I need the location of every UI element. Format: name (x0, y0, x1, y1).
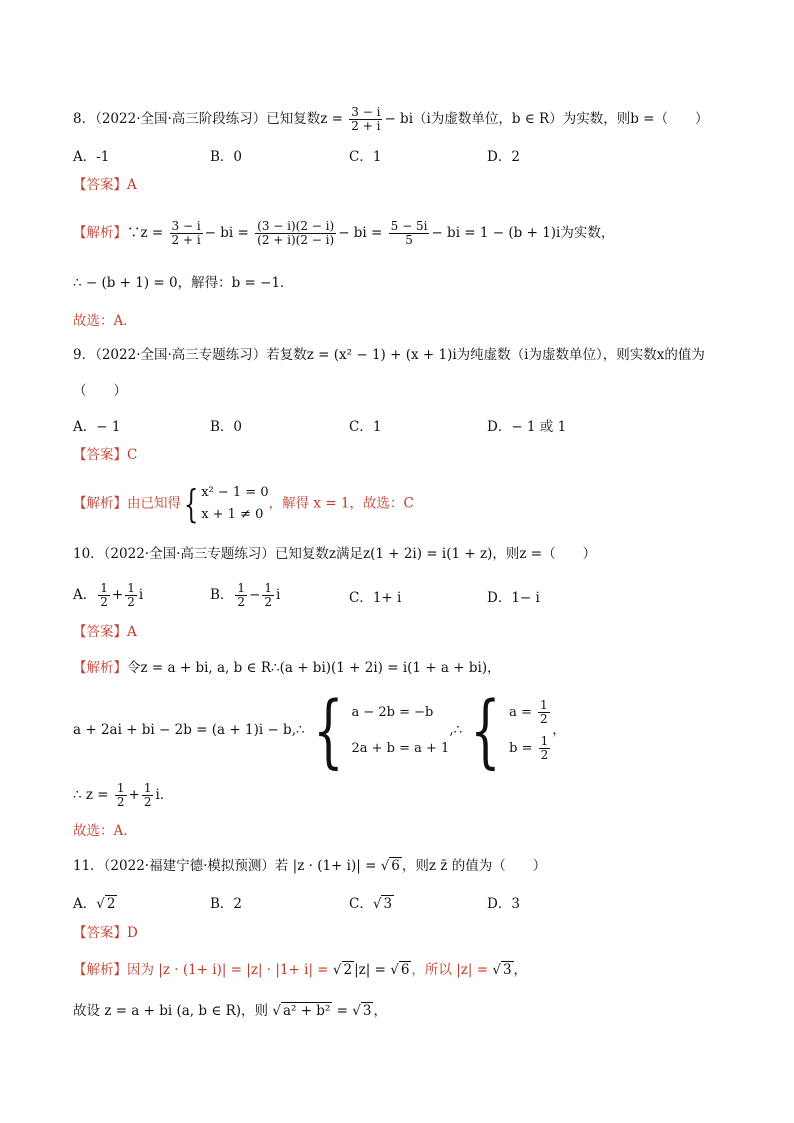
q8-conclusion: 故选：A． (73, 313, 137, 329)
q10-stem: 10．（2022·全国·高三专题练习）已知复数z满足z(1 + 2i) = i(1 + z)，则z =（ ） (73, 546, 597, 562)
q11-option-c: C．√ 3 (349, 896, 393, 912)
q9-answer: 【答案】C (73, 447, 138, 463)
q9-option-b: B．0 (210, 419, 243, 435)
q9-analysis: 【解析】由已知得{ x² − 1 = 0 x + 1 ≠ 0 ，解得 x = 1，故选：C (73, 482, 414, 526)
q8-answer: 【答案】A (73, 177, 137, 193)
q8-analysis: 【解析】∵z = $\frac{3 - i}{2 + i}$ − bi = $\frac{(3 - i)(2 - i)}{(2 + i)(2 - i)}$ − bi = $\frac{5 - 5i}{5}$ − bi = 1 − (b + 1)i为实数， (73, 219, 615, 247)
q10-option-c: C．1+ i (349, 590, 402, 606)
q10-option-b: B． $\frac{1}{2}$ − $\frac{1}{2}$ i (210, 581, 281, 609)
q11-solution-step-2: 故设 z = a + bi (a, b ∈ R)，则 √ a² + b² = √ 3 ， (73, 1003, 387, 1019)
q10-option-a: A． $\frac{1}{2}$ + $\frac{1}{2}$ i (73, 581, 144, 609)
q8-stem: 8．（2022·全国·高三阶段练习）已知复数z = $\frac{3 - i}{2 + i}$ − bi（i为虚数单位，b ∈ R）为实数，则b =（ ） (73, 105, 709, 133)
q9-stem: 9．（2022·全国·高三专题练习）若复数z = (x² − 1) + (x + 1)i为纯虚数（i为虚数单位），则实数x的值为 (73, 347, 705, 363)
q10-option-d: D．1− i (487, 590, 540, 606)
q11-analysis: 【解析】因为 |z · (1+ i)| = |z| · |1+ i| = √ 2 |z| = √ 6 ，所以 |z| = √ 3 ， (73, 962, 528, 978)
q11-answer: 【答案】D (73, 925, 138, 941)
q11-option-d: D．3 (487, 896, 520, 912)
q11-stem: 11．（2022·福建宁德·模拟预测）若 |z · (1+ i)| = √ 6 ，则z z̄ 的值为（ ） (73, 858, 547, 874)
q10-solution-step-2: a + 2ai + bi − 2b = (a + 1)i − b,∴ { a − 2b = −b 2a + b = a + 1 ,∴ { a = $\frac{1}{2}$ b = $\frac{1}{2}$ ， (73, 683, 566, 777)
q8-option-d: D．2 (487, 149, 520, 165)
q9-option-a: A．− 1 (73, 419, 121, 435)
q10-solution-step-3: ∴ z = $\frac{1}{2}$ + $\frac{1}{2}$ i． (73, 781, 174, 809)
q11-option-b: B．2 (210, 896, 243, 912)
q10-conclusion: 故选：A． (73, 823, 137, 839)
q10-analysis: 【解析】令z = a + bi, a, b ∈ R∴(a + bi)(1 + 2i) = i(1 + a + bi)， (73, 660, 501, 676)
q8-option-b: B．0 (210, 149, 243, 165)
q9-option-c: C．1 (349, 419, 382, 435)
q9-option-d: D．− 1 或 1 (487, 419, 567, 435)
q8-stem-fraction: $\frac{3 - i}{2 + i}$ (351, 105, 381, 133)
q11-option-a: A．√ 2 (73, 896, 116, 912)
q9-stem-paren: （ ） (73, 383, 127, 399)
q8-option-a: A．-1 (73, 149, 110, 165)
q8-solution-step-2: ∴ − (b + 1) = 0，解得：b = −1． (73, 275, 294, 291)
q8-option-c: C．1 (349, 149, 382, 165)
q10-answer: 【答案】A (73, 624, 137, 640)
